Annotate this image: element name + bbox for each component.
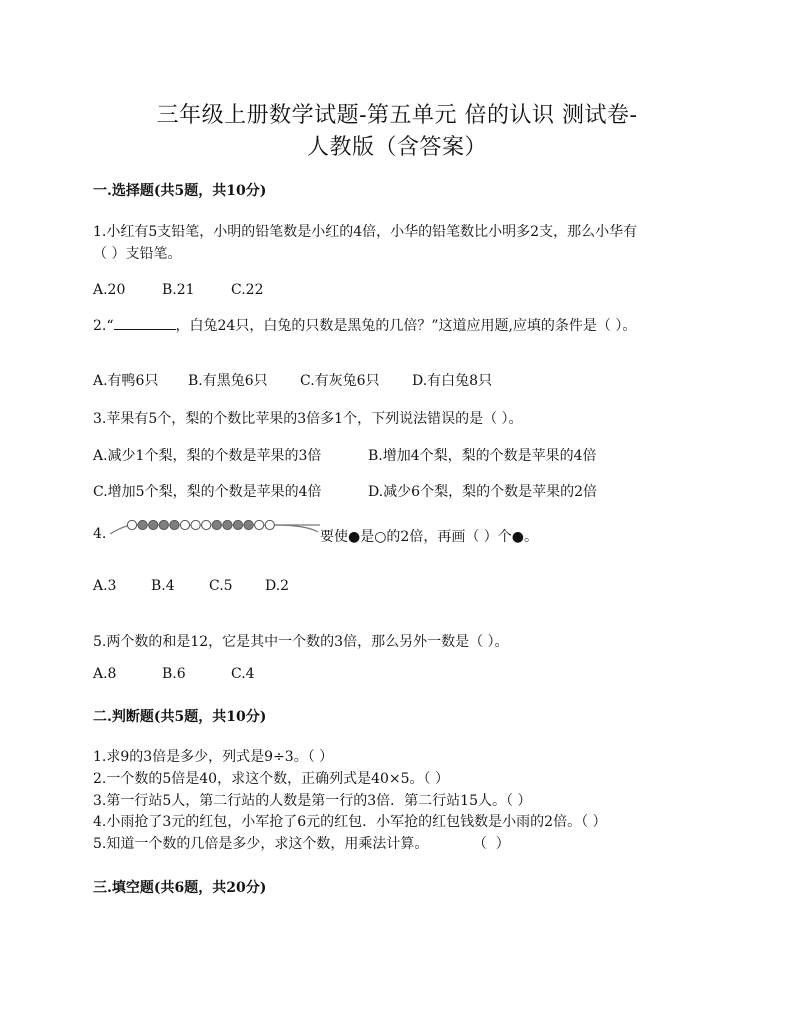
filled-bead — [244, 520, 253, 529]
question-1-line1: 1.小红有5支铅笔，小明的铅笔数是小红的4倍，小华的铅笔数比小明多2支，那么小华有 — [93, 224, 638, 240]
option-b: B.6 — [162, 666, 186, 682]
option-d: D.减少6个梨，梨的个数是苹果的2倍 — [368, 484, 597, 500]
question-2 — [93, 315, 636, 335]
question-2-suffix: ，白兔24只，白兔的只数是黑兔的几倍？”这道应用题,应填的条件是（ ）。 — [175, 318, 637, 334]
page-title-line1: 三年级上册数学试题-第五单元 倍的认识 测试卷- — [156, 103, 638, 128]
section-heading-choice: 一.选择题(共5题，共10分) — [93, 183, 267, 199]
hollow-bead — [255, 520, 264, 529]
question-1-line2: （ ）支铅笔。 — [93, 246, 182, 262]
option-a: A.20 — [93, 282, 126, 298]
option-b: B.21 — [162, 282, 195, 298]
bead-string-figure — [106, 514, 320, 544]
option-c: C.4 — [231, 666, 255, 682]
option-b: B.增加4个梨，梨的个数是苹果的4倍 — [368, 448, 597, 464]
option-a: A.减少1个梨，梨的个数是苹果的3倍 — [93, 448, 322, 464]
question-2-prefix: 2.“ — [93, 318, 114, 334]
filled-bead — [212, 520, 221, 529]
page-title-line2: 人教版（含答案） — [306, 135, 487, 160]
option-d: D.2 — [265, 578, 290, 594]
option-c: C.22 — [231, 282, 264, 298]
hollow-bead — [265, 520, 274, 529]
answer-blank — [114, 315, 176, 330]
question-4-text: 要使●是○的2倍，再画（ ）个●。 — [320, 529, 539, 545]
option-c: C.有灰兔6只 — [300, 373, 380, 389]
hollow-bead — [191, 520, 200, 529]
hollow-bead — [180, 520, 189, 529]
option-c: C.5 — [209, 578, 233, 594]
filled-bead — [149, 520, 158, 529]
hollow-bead — [127, 520, 136, 529]
judge-item-4: 4.小雨抢了3元的红包，小军抢了6元的红包．小军抢的红包钱数是小雨的2倍。（ ） — [93, 814, 607, 830]
judge-item-2: 2.一个数的5倍是40，求这个数，正确列式是40×5。（ ） — [93, 771, 449, 787]
filled-bead — [170, 520, 179, 529]
judge-item-5: 5.知道一个数的几倍是多少，求这个数，用乘法计算。 （ ） — [93, 836, 510, 852]
judge-item-1: 1.求9的3倍是多少，列式是9÷3。（ ） — [93, 749, 334, 765]
option-a: A.有鸭6只 — [93, 373, 159, 389]
judge-item-3: 3.第一行站5人，第二行站的人数是第一行的3倍．第二行站15人。（ ） — [93, 793, 532, 809]
section-heading-fill: 三.填空题(共6题，共20分) — [93, 880, 267, 896]
filled-bead — [223, 520, 232, 529]
filled-bead — [159, 520, 168, 529]
question-3: 3.苹果有5个，梨的个数比苹果的3倍多1个，下列说法错误的是（ ）。 — [93, 411, 523, 427]
filled-bead — [138, 520, 147, 529]
question-4-number: 4. — [93, 526, 107, 542]
filled-bead — [233, 520, 242, 529]
section-heading-judge: 二.判断题(共5题，共10分) — [93, 709, 267, 725]
option-b: B.4 — [151, 578, 175, 594]
option-b: B.有黑兔6只 — [188, 373, 268, 389]
option-a: A.3 — [93, 578, 117, 594]
hollow-bead — [202, 520, 211, 529]
question-5: 5.两个数的和是12，它是其中一个数的3倍，那么另外一数是（ ）。 — [93, 634, 509, 650]
option-c: C.增加5个梨，梨的个数是苹果的4倍 — [93, 484, 322, 500]
option-d: D.有白兔8只 — [412, 373, 493, 389]
string-tail — [274, 525, 318, 532]
option-a: A.8 — [93, 666, 117, 682]
